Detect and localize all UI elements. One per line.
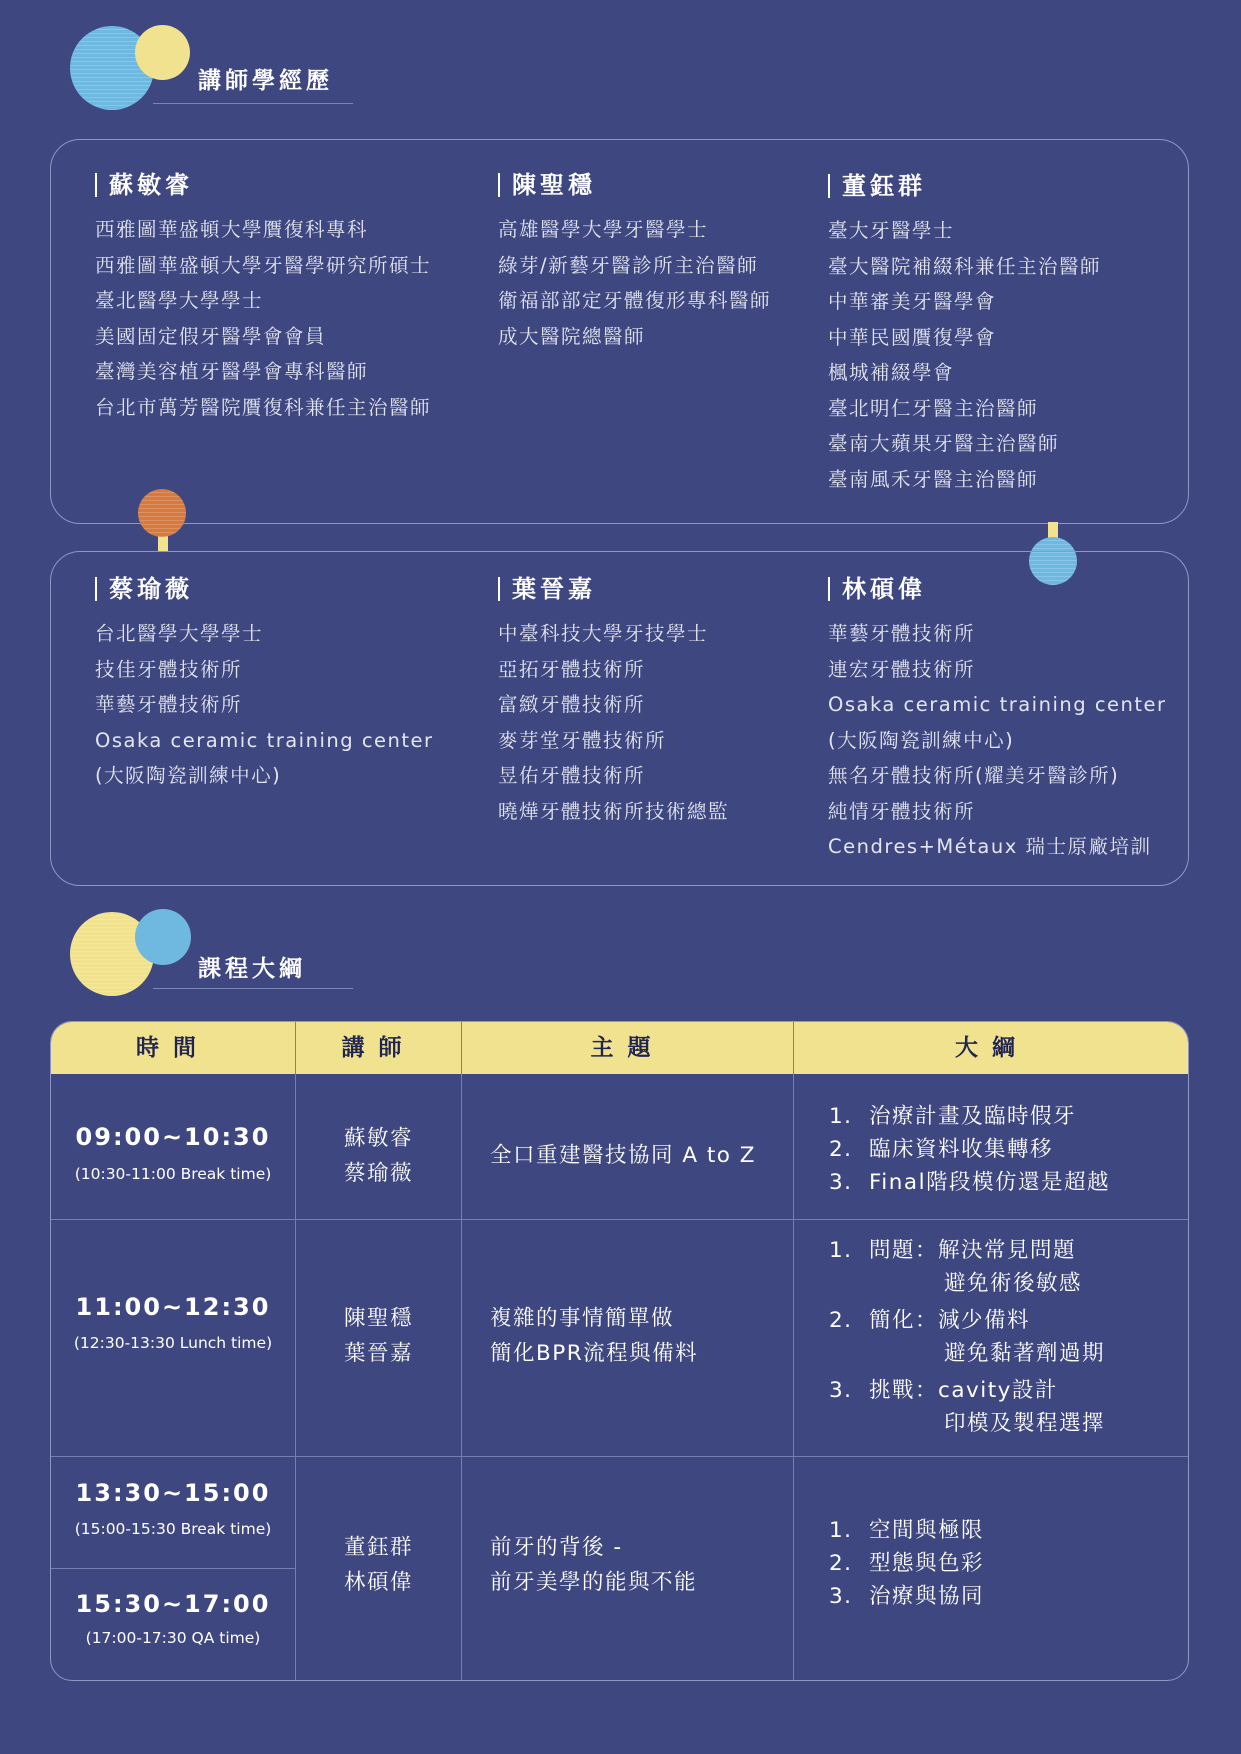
credential-item: 西雅圖華盛頓大學贋復科專科 — [95, 218, 369, 241]
credential-item: 富緻牙體技術所 — [498, 693, 646, 716]
instructor-name: 葉晉嘉 — [498, 574, 729, 604]
instructor-card — [95, 170, 431, 425]
section-header-instructors — [68, 22, 368, 122]
credential-item: 臺北醫學大學學士 — [95, 289, 264, 312]
instructor-credentials — [498, 616, 729, 829]
outline-text: Final階段模仿還是超越 — [869, 1170, 1111, 1195]
outline-number: 2. — [829, 1308, 853, 1333]
outline-text: 問題：解決常見問題 — [869, 1238, 1077, 1263]
session-break: (10:30-11:00 Break time) — [74, 1165, 272, 1183]
session-time: 13:30~15:00 — [75, 1479, 271, 1507]
topic-cell — [490, 1138, 756, 1173]
topic-cell — [490, 1301, 698, 1371]
instructor-card — [498, 170, 771, 354]
instructor-credentials — [95, 616, 434, 794]
credential-item: 台北市萬芳醫院贋復科兼任主治醫師 — [95, 395, 432, 419]
credential-item: 中華民國贋復學會 — [828, 325, 997, 349]
outline-text: 避免黏著劑過期 — [944, 1341, 1106, 1366]
outline-number: 2. — [829, 1551, 853, 1576]
outline-text: 治療與協同 — [869, 1584, 985, 1609]
credential-item: (大阪陶瓷訓練中心) — [95, 764, 282, 787]
topic-line: 簡化BPR流程與備料 — [490, 1341, 699, 1366]
section-underline — [153, 103, 353, 104]
instructor-card — [498, 574, 729, 829]
blue-circle-decoration — [135, 909, 191, 965]
outline-number: 2. — [829, 1137, 853, 1162]
credential-item: 高雄醫學大學牙醫學士 — [498, 218, 709, 241]
credential-item: 綠芽/新藝牙醫診所主治醫師 — [498, 253, 759, 277]
credential-item: 臺南大蘋果牙醫主治醫師 — [828, 432, 1060, 455]
session-time: 11:00~12:30 — [75, 1293, 271, 1321]
credential-item: 楓城補綴學會 — [828, 361, 955, 384]
section-title: 講師學經歷 — [198, 68, 333, 94]
credential-item: 華藝牙體技術所 — [828, 622, 976, 645]
credential-item: 臺大醫院補綴科兼任主治醫師 — [828, 254, 1102, 278]
section-title: 課程大綱 — [198, 956, 306, 982]
session-break: (12:30-13:30 Lunch time) — [73, 1334, 273, 1352]
topic-line: 全口重建醫技協同 A to Z — [490, 1143, 757, 1168]
yellow-circle-decoration — [135, 25, 190, 80]
lecturer-name: 董鈺群 — [343, 1535, 413, 1560]
topic-cell — [490, 1530, 697, 1600]
credential-item: (大阪陶瓷訓練中心) — [828, 728, 1015, 752]
credential-item: 技佳牙體技術所 — [95, 657, 243, 681]
credential-item: 西雅圖華盛頓大學牙醫學研究所碩士 — [95, 253, 432, 277]
credential-item: 無名牙體技術所(耀美牙醫診所) — [828, 764, 1120, 787]
credential-item: 成大醫院總醫師 — [498, 324, 646, 348]
outline-number: 1. — [829, 1518, 853, 1543]
lecturer-name: 蔡瑜薇 — [343, 1161, 413, 1186]
lecturer-name: 林碩偉 — [343, 1570, 413, 1595]
lecturer-name: 陳聖穩 — [343, 1306, 413, 1331]
row-divider — [51, 1568, 295, 1569]
instructor-card — [95, 574, 434, 794]
header-time: 時間 — [136, 1035, 210, 1061]
section-header-syllabus — [68, 908, 368, 1008]
instructor-name: 董鈺群 — [828, 171, 1101, 201]
topic-line: 前牙美學的能與不能 — [490, 1570, 698, 1595]
lecturer-cell — [296, 1121, 461, 1191]
credential-item: 亞拓牙體技術所 — [498, 657, 646, 681]
outline-text: 臨床資料收集轉移 — [869, 1137, 1054, 1162]
credential-item: 中臺科技大學牙技學士 — [498, 622, 709, 645]
credential-item: 臺北明仁牙醫主治醫師 — [828, 396, 1039, 420]
schedule-table — [50, 1021, 1189, 1681]
credential-item: 衛福部部定牙體復形專科醫師 — [498, 289, 772, 312]
topic-line: 複雜的事情簡單做 — [490, 1306, 675, 1331]
column-divider — [793, 1022, 794, 1681]
table-header-row — [51, 1022, 1188, 1074]
session-time: 09:00~10:30 — [75, 1123, 271, 1151]
header-topic: 主題 — [590, 1035, 665, 1061]
outline-text: 避免術後敏感 — [944, 1271, 1083, 1296]
credential-item: 曉燁牙體技術所技術總監 — [498, 799, 730, 823]
instructor-name: 蔡瑜薇 — [95, 574, 434, 604]
outline-number: 3. — [829, 1170, 853, 1195]
topic-line: 前牙的背後 - — [490, 1535, 623, 1560]
row-divider — [51, 1219, 1189, 1220]
header-outline: 大綱 — [955, 1035, 1029, 1061]
instructor-credentials — [498, 212, 771, 354]
credential-item: Osaka ceramic training center — [828, 693, 1167, 716]
credential-item: 臺大牙醫學士 — [828, 219, 955, 242]
outline-number: 1. — [829, 1104, 853, 1129]
outline-text: 挑戰：cavity設計 — [869, 1378, 1058, 1403]
session-break: (15:00-15:30 Break time) — [74, 1520, 272, 1538]
outline-text: 印模及製程選擇 — [944, 1411, 1106, 1436]
instructor-name: 蘇敏睿 — [95, 170, 431, 200]
column-divider — [461, 1022, 462, 1681]
credential-item: 麥芽堂牙體技術所 — [498, 728, 667, 752]
outline-text: 空間與極限 — [869, 1518, 985, 1543]
outline-number: 3. — [829, 1584, 853, 1609]
credential-item: 昱佑牙體技術所 — [498, 764, 646, 787]
instructor-credentials — [95, 212, 431, 425]
row-divider — [51, 1456, 1189, 1457]
lecturer-name: 葉晉嘉 — [343, 1341, 413, 1366]
credential-item: 中華審美牙醫學會 — [828, 290, 997, 313]
credential-item: 純情牙體技術所 — [828, 799, 976, 823]
lecturer-cell — [296, 1530, 461, 1600]
instructor-card — [828, 171, 1101, 497]
outline-text: 簡化：減少備料 — [869, 1308, 1031, 1333]
section-underline — [153, 988, 353, 989]
instructor-credentials — [828, 213, 1101, 497]
instructor-name: 陳聖穩 — [498, 170, 771, 200]
credential-item: 臺灣美容植牙醫學會專科醫師 — [95, 360, 369, 383]
credential-item: 連宏牙體技術所 — [828, 657, 976, 681]
credential-item: 美國固定假牙醫學會會員 — [95, 324, 327, 348]
instructor-credentials — [828, 616, 1167, 865]
lecturer-name: 蘇敏睿 — [343, 1126, 413, 1151]
credential-item: Cendres+Métaux 瑞士原廠培訓 — [828, 835, 1152, 858]
session-break: (17:00-17:30 QA time) — [85, 1629, 261, 1647]
outline-number: 3. — [829, 1378, 853, 1403]
header-lecturer: 講師 — [341, 1035, 416, 1061]
credential-item: 臺南風禾牙醫主治醫師 — [828, 467, 1039, 491]
outline-text: 型態與色彩 — [869, 1551, 985, 1576]
outline-number: 1. — [829, 1238, 853, 1263]
lecturer-cell — [296, 1301, 461, 1371]
credential-item: 台北醫學大學學士 — [95, 622, 264, 645]
orange-circle-decoration — [138, 489, 186, 537]
session-time: 15:30~17:00 — [75, 1590, 271, 1618]
credential-item: Osaka ceramic training center — [95, 728, 434, 752]
instructor-card — [828, 574, 1167, 865]
credential-item: 華藝牙體技術所 — [95, 693, 243, 716]
outline-text: 治療計畫及臨時假牙 — [869, 1104, 1077, 1129]
instructor-name: 林碩偉 — [828, 574, 1167, 604]
